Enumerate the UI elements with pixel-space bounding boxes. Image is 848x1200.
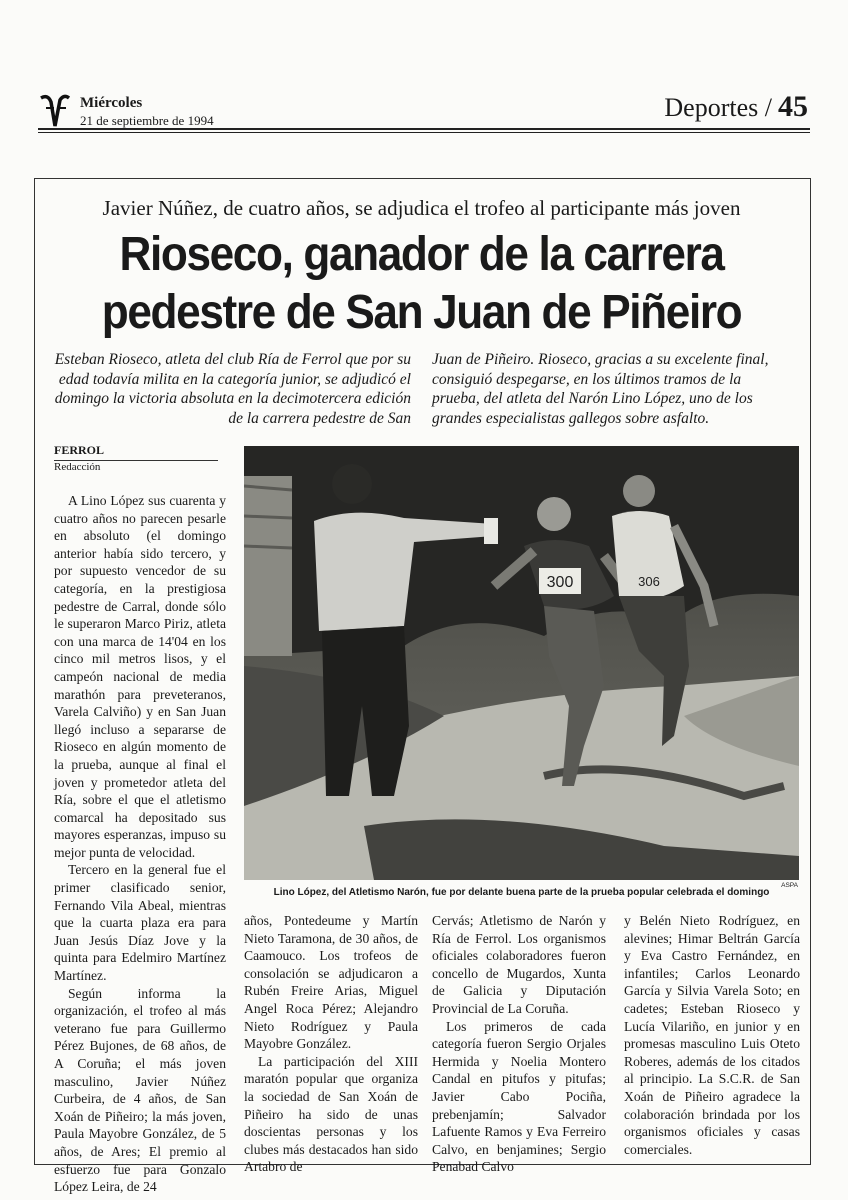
byline-city: FERROL (54, 443, 218, 461)
race-photo (244, 446, 799, 880)
header-rule (38, 128, 810, 130)
paragraph: A Lino López sus cuarenta y cuatro años no parecen pesarle en absoluto (el domingo anterior había sido tercero, y por supuesto vencedor de su categoría, en la prestigiosa pedestre de Carral, donde sólo le superaron Marco Piriz, atleta con una marca de 14'04 en los cinco mil metros lisos, y el campeón nacional de media marathón para preveteranos, Varela Calviño) y en San Juan llegó incluso a separarse de Rioseco en algún momento de la prueba, aunque al final el joven y prometedor atleta del Ría, sobre el que el atletismo comarcal ha depositado sus mayores esperanzas, impuso su mejor punta de velocidad. (54, 493, 226, 860)
body-column-3 (432, 912, 606, 1176)
paragraph: Los primeros de cada categoría fueron Sergio Orjales Hermida y Noelia Montero Candal en pitufos y pitufas; Javier Cabo Pociña, prebenjamín; Salvador Lafuente Ramos y Eva Ferreiro Calvo, en benjamines; Sergio Penabad Calvo (432, 1018, 606, 1175)
paragraph: Según informa la organización, el trofeo al más veterano fue para Guillermo Pérez Bujones, de 68 años, de A Coruña; el más joven masculino, Javier Núñez Curbeira, de 4 años, de San Xoán de Piñeiro; la más joven, Paula Mayobre González, de 5 años, de Ares; El premio al esfuerzo fue para Gonzalo López Leira, de 24 (54, 985, 226, 1195)
paragraph: años, Pontedeume y Martín Nieto Taramona, de 30 años, de Caamouco. Los trofeos de consolación se adjudicaron a Rubén Freire Arias, Miguel Angel Roca Pérez; Alejandro Nieto Rodríguez y Paula Mayobre González. (244, 913, 418, 1052)
bib-right: 306 (638, 574, 660, 589)
header-rule-thin (38, 132, 810, 133)
body-column-2 (244, 912, 418, 1176)
paragraph: Tercero en la general fue el primer clasificado senior, Fernando Vila Abeal, mientras que la cuarta plaza era para Juan Jesús Díaz Jove y la quinta para Edelmiro Martínez Martínez. (54, 862, 226, 984)
bib-left: 300 (546, 574, 574, 591)
article-kicker: Javier Núñez, de cuatro años, se adjudica el trofeo al participante más joven (102, 196, 741, 220)
header-section (664, 90, 808, 124)
header-date: 21 de septiembre de 1994 (80, 113, 214, 128)
page-number: 45 (778, 90, 808, 123)
newspaper-logo-icon (38, 92, 72, 132)
paragraph: La participación del XIII maratón popular que organiza la sociedad de San Xoán de Piñeiro ha sido de unas doscientas personas y los clubes más destacados han sido Artabro de (244, 1053, 418, 1175)
lede-left: Esteban Rioseco, atleta del club Ría de Ferrol que por su edad todavía milita en la categoría junior, se adjudicó el domingo la victoria absoluta en la decimotercera edición de la carrera pedestre de San (54, 351, 411, 427)
header-day: Miércoles (80, 95, 143, 111)
body-column-4 (624, 912, 800, 1158)
lede-right: Juan de Piñeiro. Rioseco, gracias a su excelente final, consiguió despegarse, en los últimos tramos de la prueba, del atleta del Narón Lino López, uno de los grandes especialistas gallegos sobre asfalto. (432, 351, 769, 427)
headline-line-1: Rioseco, ganador de la carrera (119, 228, 724, 281)
paragraph: y Belén Nieto Rodríguez, en alevines; Himar Beltrán García y Eva Castro Fernández, en infantiles; Carlos Leonardo García y Silvia Varela Soto; en cadetes; Esteban Rioseco y Lucía Vilariño, en junior y en promesas masculino Luis Oteto Roberes, además de los citados al principio. La S.C.R. de San Xoán de Piñeiro agradece la colaboración brindada por los organismos oficiales y casas comerciales. (624, 913, 800, 1157)
section-name: Deportes / (664, 93, 772, 122)
body-column-1 (54, 492, 226, 1196)
photo-credit: ASPA (781, 882, 798, 889)
paragraph: Cervás; Atletismo de Narón y Ría de Ferrol. Los organismos oficiales colaboradores fueron concello de Mugardos, Xunta de Galicia y Diputación Provincial de La Coruña. (432, 913, 606, 1016)
byline-source: Redacción (54, 461, 101, 473)
article-headline (65, 226, 778, 342)
headline-line-2: pedestre de San Juan de Piñeiro (101, 286, 742, 339)
photo-caption: Lino López, del Atletismo Narón, fue por delante buena parte de la prueba popular celebrada el domingo (273, 887, 770, 898)
